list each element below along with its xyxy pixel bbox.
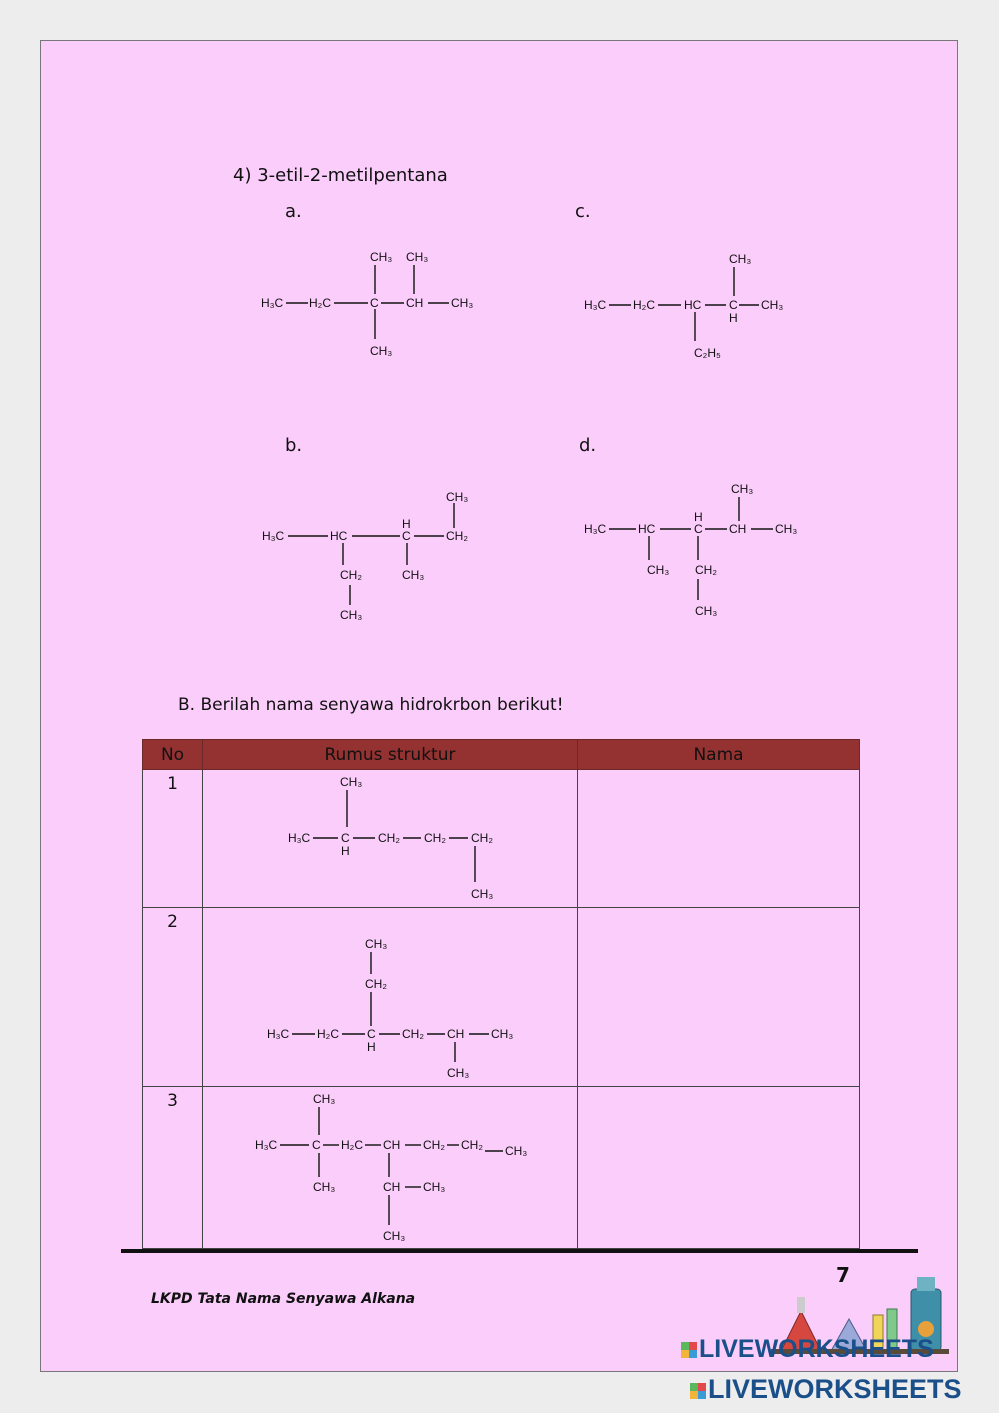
svg-text:CH₂: CH₂ — [424, 831, 446, 845]
structure-cell — [203, 908, 578, 1087]
svg-text:C: C — [367, 1027, 376, 1041]
liveworksheets-logo: LIVEWORKSHEETS — [681, 1335, 934, 1364]
svg-text:CH₃: CH₃ — [370, 250, 393, 264]
structure-cell — [203, 1087, 578, 1249]
svg-text:CH₃: CH₃ — [647, 563, 670, 577]
option-a-label: a. — [285, 201, 302, 222]
footer-title: LKPD Tata Nama Senyawa Alkana — [151, 1291, 416, 1307]
svg-text:H₃C: H₃C — [288, 831, 311, 845]
svg-text:H₂C: H₂C — [633, 298, 655, 312]
table-row — [143, 770, 860, 908]
structure-row-1 — [283, 772, 523, 904]
svg-text:CH: CH — [383, 1138, 401, 1152]
structure-row-3 — [253, 1089, 553, 1247]
svg-text:CH₃: CH₃ — [761, 298, 784, 312]
structure-option-b — [256, 481, 516, 631]
svg-text:CH₃: CH₃ — [491, 1027, 514, 1041]
svg-text:CH₂: CH₂ — [471, 831, 493, 845]
name-answer-cell[interactable] — [578, 1087, 860, 1249]
svg-text:H₂C: H₂C — [317, 1027, 339, 1041]
header-structure: Rumus struktur — [203, 740, 578, 770]
header-name: Nama — [578, 740, 860, 770]
svg-text:CH₃: CH₃ — [731, 482, 754, 496]
row-number: 3 — [143, 1087, 203, 1249]
structure-option-c — [581, 246, 821, 376]
svg-text:CH₃: CH₃ — [451, 296, 474, 310]
svg-text:CH₂: CH₂ — [365, 977, 387, 991]
svg-text:C: C — [694, 522, 703, 536]
svg-text:H₃C: H₃C — [267, 1027, 290, 1041]
section-b-instruction: B. Berilah nama senyawa hidrokrbon berikut! — [178, 695, 564, 715]
svg-text:CH₃: CH₃ — [370, 344, 393, 358]
svg-text:CH₃: CH₃ — [340, 608, 363, 622]
svg-text:CH₂: CH₂ — [402, 1027, 424, 1041]
svg-text:H₃C: H₃C — [255, 1138, 278, 1152]
svg-text:CH: CH — [447, 1027, 465, 1041]
svg-text:H₃C: H₃C — [262, 529, 285, 543]
svg-text:HC: HC — [638, 522, 656, 536]
svg-text:C: C — [341, 831, 350, 845]
svg-text:CH₃: CH₃ — [446, 490, 469, 504]
svg-text:CH₃: CH₃ — [471, 887, 494, 901]
svg-text:H: H — [367, 1040, 376, 1054]
svg-text:CH₃: CH₃ — [695, 604, 718, 618]
svg-text:CH₂: CH₂ — [461, 1138, 483, 1152]
page-number: 7 — [836, 1263, 850, 1287]
option-b-label: b. — [285, 435, 303, 456]
svg-text:CH₂: CH₂ — [423, 1138, 445, 1152]
worksheet-page — [40, 40, 958, 1372]
svg-text:H₃C: H₃C — [584, 298, 607, 312]
svg-text:CH: CH — [406, 296, 424, 310]
name-answer-cell[interactable] — [578, 770, 860, 908]
svg-text:CH₃: CH₃ — [729, 252, 752, 266]
svg-text:H: H — [729, 311, 738, 325]
structure-option-d — [581, 476, 831, 626]
svg-text:H: H — [341, 844, 350, 858]
structure-row-2 — [265, 930, 545, 1080]
question-title: 4) 3-etil-2-metilpentana — [233, 165, 448, 186]
svg-text:H: H — [402, 517, 411, 531]
liveworksheets-watermark: LIVEWORKSHEETS — [690, 1374, 962, 1405]
svg-text:HC: HC — [684, 298, 702, 312]
structure-option-a — [256, 241, 516, 371]
row-number: 1 — [143, 770, 203, 908]
svg-text:C: C — [402, 529, 411, 543]
svg-text:CH₂: CH₂ — [695, 563, 717, 577]
logo-icon — [681, 1342, 697, 1358]
svg-text:CH₃: CH₃ — [340, 775, 363, 789]
option-d-label: d. — [579, 435, 597, 456]
svg-text:CH: CH — [729, 522, 747, 536]
svg-text:CH₃: CH₃ — [365, 937, 388, 951]
option-c-label: c. — [575, 201, 591, 222]
svg-text:HC: HC — [330, 529, 348, 543]
naming-table — [142, 739, 860, 1249]
footer-rule — [121, 1249, 918, 1253]
svg-text:CH₂: CH₂ — [340, 568, 362, 582]
svg-text:H: H — [694, 510, 703, 524]
svg-text:CH₃: CH₃ — [775, 522, 798, 536]
svg-text:C: C — [729, 298, 738, 312]
header-no: No — [143, 740, 203, 770]
svg-text:H₂C: H₂C — [309, 296, 331, 310]
svg-text:CH₃: CH₃ — [313, 1180, 336, 1194]
svg-text:CH₂: CH₂ — [378, 831, 400, 845]
name-answer-cell[interactable] — [578, 908, 860, 1087]
structure-cell — [203, 770, 578, 908]
table-row — [143, 908, 860, 1087]
row-number: 2 — [143, 908, 203, 1087]
svg-text:C₂H₅: C₂H₅ — [694, 346, 721, 360]
svg-text:CH₃: CH₃ — [423, 1180, 446, 1194]
svg-text:H₂C: H₂C — [341, 1138, 363, 1152]
svg-text:H₃C: H₃C — [584, 522, 607, 536]
svg-text:CH₃: CH₃ — [383, 1229, 406, 1243]
svg-text:C: C — [370, 296, 379, 310]
svg-text:CH: CH — [383, 1180, 401, 1194]
logo-icon — [690, 1383, 706, 1399]
svg-text:CH₂: CH₂ — [446, 529, 468, 543]
svg-text:CH₃: CH₃ — [402, 568, 425, 582]
svg-text:CH₃: CH₃ — [505, 1144, 528, 1158]
svg-text:CH₃: CH₃ — [447, 1066, 470, 1080]
svg-text:H₃C: H₃C — [261, 296, 284, 310]
table-row — [143, 1087, 860, 1249]
svg-text:C: C — [312, 1138, 321, 1152]
svg-text:CH₃: CH₃ — [313, 1092, 336, 1106]
svg-text:CH₃: CH₃ — [406, 250, 429, 264]
table-header-row — [143, 740, 860, 770]
